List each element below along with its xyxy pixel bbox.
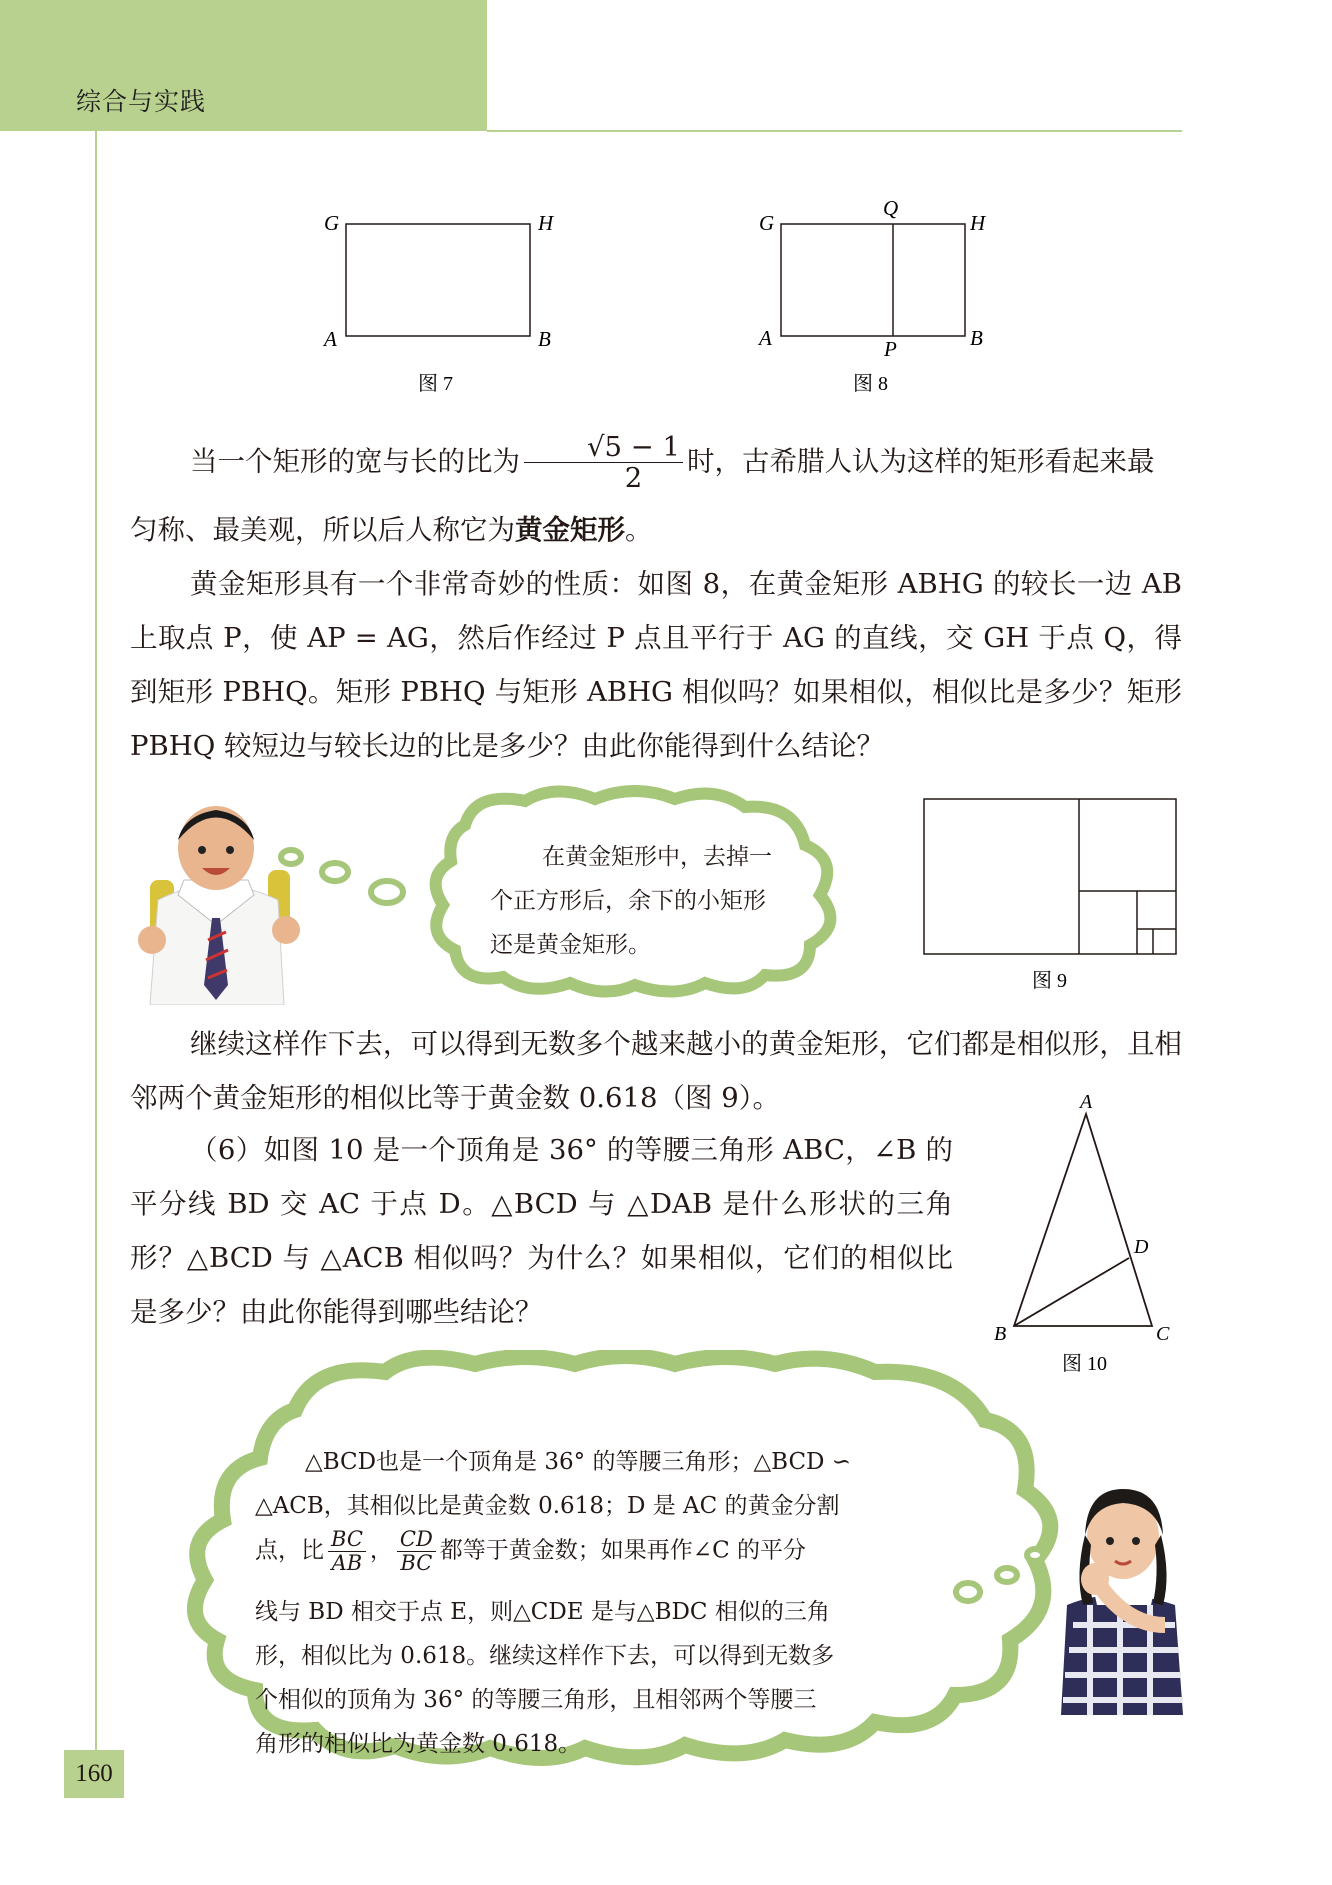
section-title: 综合与实践 <box>76 87 207 116</box>
rect-abhg <box>346 224 530 336</box>
bubble2-line7: 角形的相似比为黄金数 0.618。 <box>255 1731 582 1757</box>
fraction-bc-ab <box>328 1528 366 1575</box>
label-a: A <box>1080 1091 1093 1113</box>
label-b: B <box>970 326 983 350</box>
label-p: P <box>884 337 897 361</box>
figure-8-caption: 图 8 <box>853 373 888 395</box>
bubble1-line1: 在黄金矩形中，去掉一 <box>542 844 772 870</box>
bubble2-line3 <box>255 1528 955 1575</box>
paragraph-golden-ratio-line2 <box>130 503 1182 557</box>
para1-end: 。 <box>625 514 653 546</box>
paragraph-golden-ratio-intro <box>130 432 1182 494</box>
bubble1-line2: 个正方形后，余下的小矩形 <box>490 888 766 914</box>
term-golden-rectangle: 黄金矩形 <box>515 514 625 546</box>
fraction-numerator: √5 − 1 <box>524 432 683 463</box>
fraction-cd-bc <box>397 1528 436 1575</box>
label-b: B <box>994 1323 1007 1345</box>
label-h: H <box>538 211 554 235</box>
bubble2-line4: 线与 BD 相交于点 E，则△CDE 是与△BDC 相似的三角 <box>255 1599 830 1625</box>
label-h: H <box>970 211 986 235</box>
triangle-abc <box>1014 1114 1152 1326</box>
bubble1-line3: 还是黄金矩形。 <box>490 932 651 958</box>
bubble2-line2: △ACB，其相似比是黄金数 0.618；D 是 AC 的黄金分割 <box>255 1493 840 1519</box>
fraction-sqrt5 <box>524 432 683 494</box>
bubble2-line3-prefix: 点，比 <box>255 1537 324 1564</box>
rect-abhg <box>781 224 965 336</box>
label-a: A <box>759 326 772 350</box>
bubble2-line6: 个相似的顶角为 36° 的等腰三角形，且相邻两个等腰三 <box>255 1687 817 1713</box>
paragraph-isosceles-triangle: （6）如图 10 是一个顶角是 36° 的等腰三角形 ABC，∠B 的平分线 BD 交 AC 于点 D。△BCD 与 △DAB 是什么形状的三角形？△BCD 与 △ACB 相似吗？为什么？如果相似，它们的相似比是多少？由此你能得到哪些结论？ <box>130 1134 953 1328</box>
figure-9-caption: 图 9 <box>1032 970 1067 992</box>
para1-prefix: 当一个矩形的宽与长的比为 <box>190 445 520 478</box>
fraction-bc: BC <box>328 1528 366 1552</box>
bubble2-line5: 形，相似比为 0.618。继续这样作下去，可以得到无数多 <box>255 1643 835 1669</box>
fraction-ab: AB <box>331 1551 363 1576</box>
label-d: D <box>1134 1236 1149 1258</box>
bisector-bd <box>1014 1258 1129 1326</box>
label-g: G <box>324 211 340 235</box>
label-b: B <box>538 327 551 351</box>
bubble2-line1: △BCD也是一个顶角是 36° 的等腰三角形；△BCD ∽ <box>305 1449 852 1475</box>
figure-7-caption: 图 7 <box>418 373 453 395</box>
fraction-bc-2: BC <box>400 1551 433 1576</box>
label-q: Q <box>883 196 899 220</box>
label-a: A <box>324 327 337 351</box>
bubble2-line3-suffix: 都等于黄金数；如果再作∠C 的平分 <box>439 1537 806 1564</box>
figure-10-caption: 图 10 <box>1062 1353 1107 1375</box>
girl-illustration <box>1055 1475 1190 1715</box>
bubble2-separator: ， <box>369 1537 393 1564</box>
fraction-denominator: 2 <box>624 462 643 495</box>
label-g: G <box>759 211 775 235</box>
paragraph-infinite-golden-rectangles: 继续这样作下去，可以得到无数多个越来越小的黄金矩形，它们都是相似形，且相邻两个黄金矩形的相似比等于黄金数 0.618（图 9）。 <box>130 1028 1182 1114</box>
figure-8 <box>745 195 1005 400</box>
page-number: 160 <box>75 1760 113 1787</box>
para1-suffix: 时，古希腊人认为这样的矩形看起来最 <box>687 445 1155 478</box>
figure-9 <box>920 795 1180 1000</box>
paragraph-golden-rectangle-property: 黄金矩形具有一个非常奇妙的性质：如图 8，在黄金矩形 ABHG 的较长一边 AB 上取点 P，使 AP = AG，然后作经过 P 点且平行于 AG 的直线，交 GH 于点 Q，得到矩形 PBHQ。矩形 PBHQ 与矩形 ABHG 相似吗？如果相似，相似比是多少？矩形 PBHQ 较短边与较长边的比是多少？由此你能得到什么结论？ <box>130 568 1182 762</box>
label-c: C <box>1156 1323 1170 1345</box>
figure-10 <box>990 1090 1190 1375</box>
figure-7 <box>310 200 570 400</box>
fraction-cd: CD <box>397 1528 436 1552</box>
para1-line2: 匀称、最美观，所以后人称它为 <box>130 514 515 546</box>
golden-rect-outer <box>924 799 1176 954</box>
